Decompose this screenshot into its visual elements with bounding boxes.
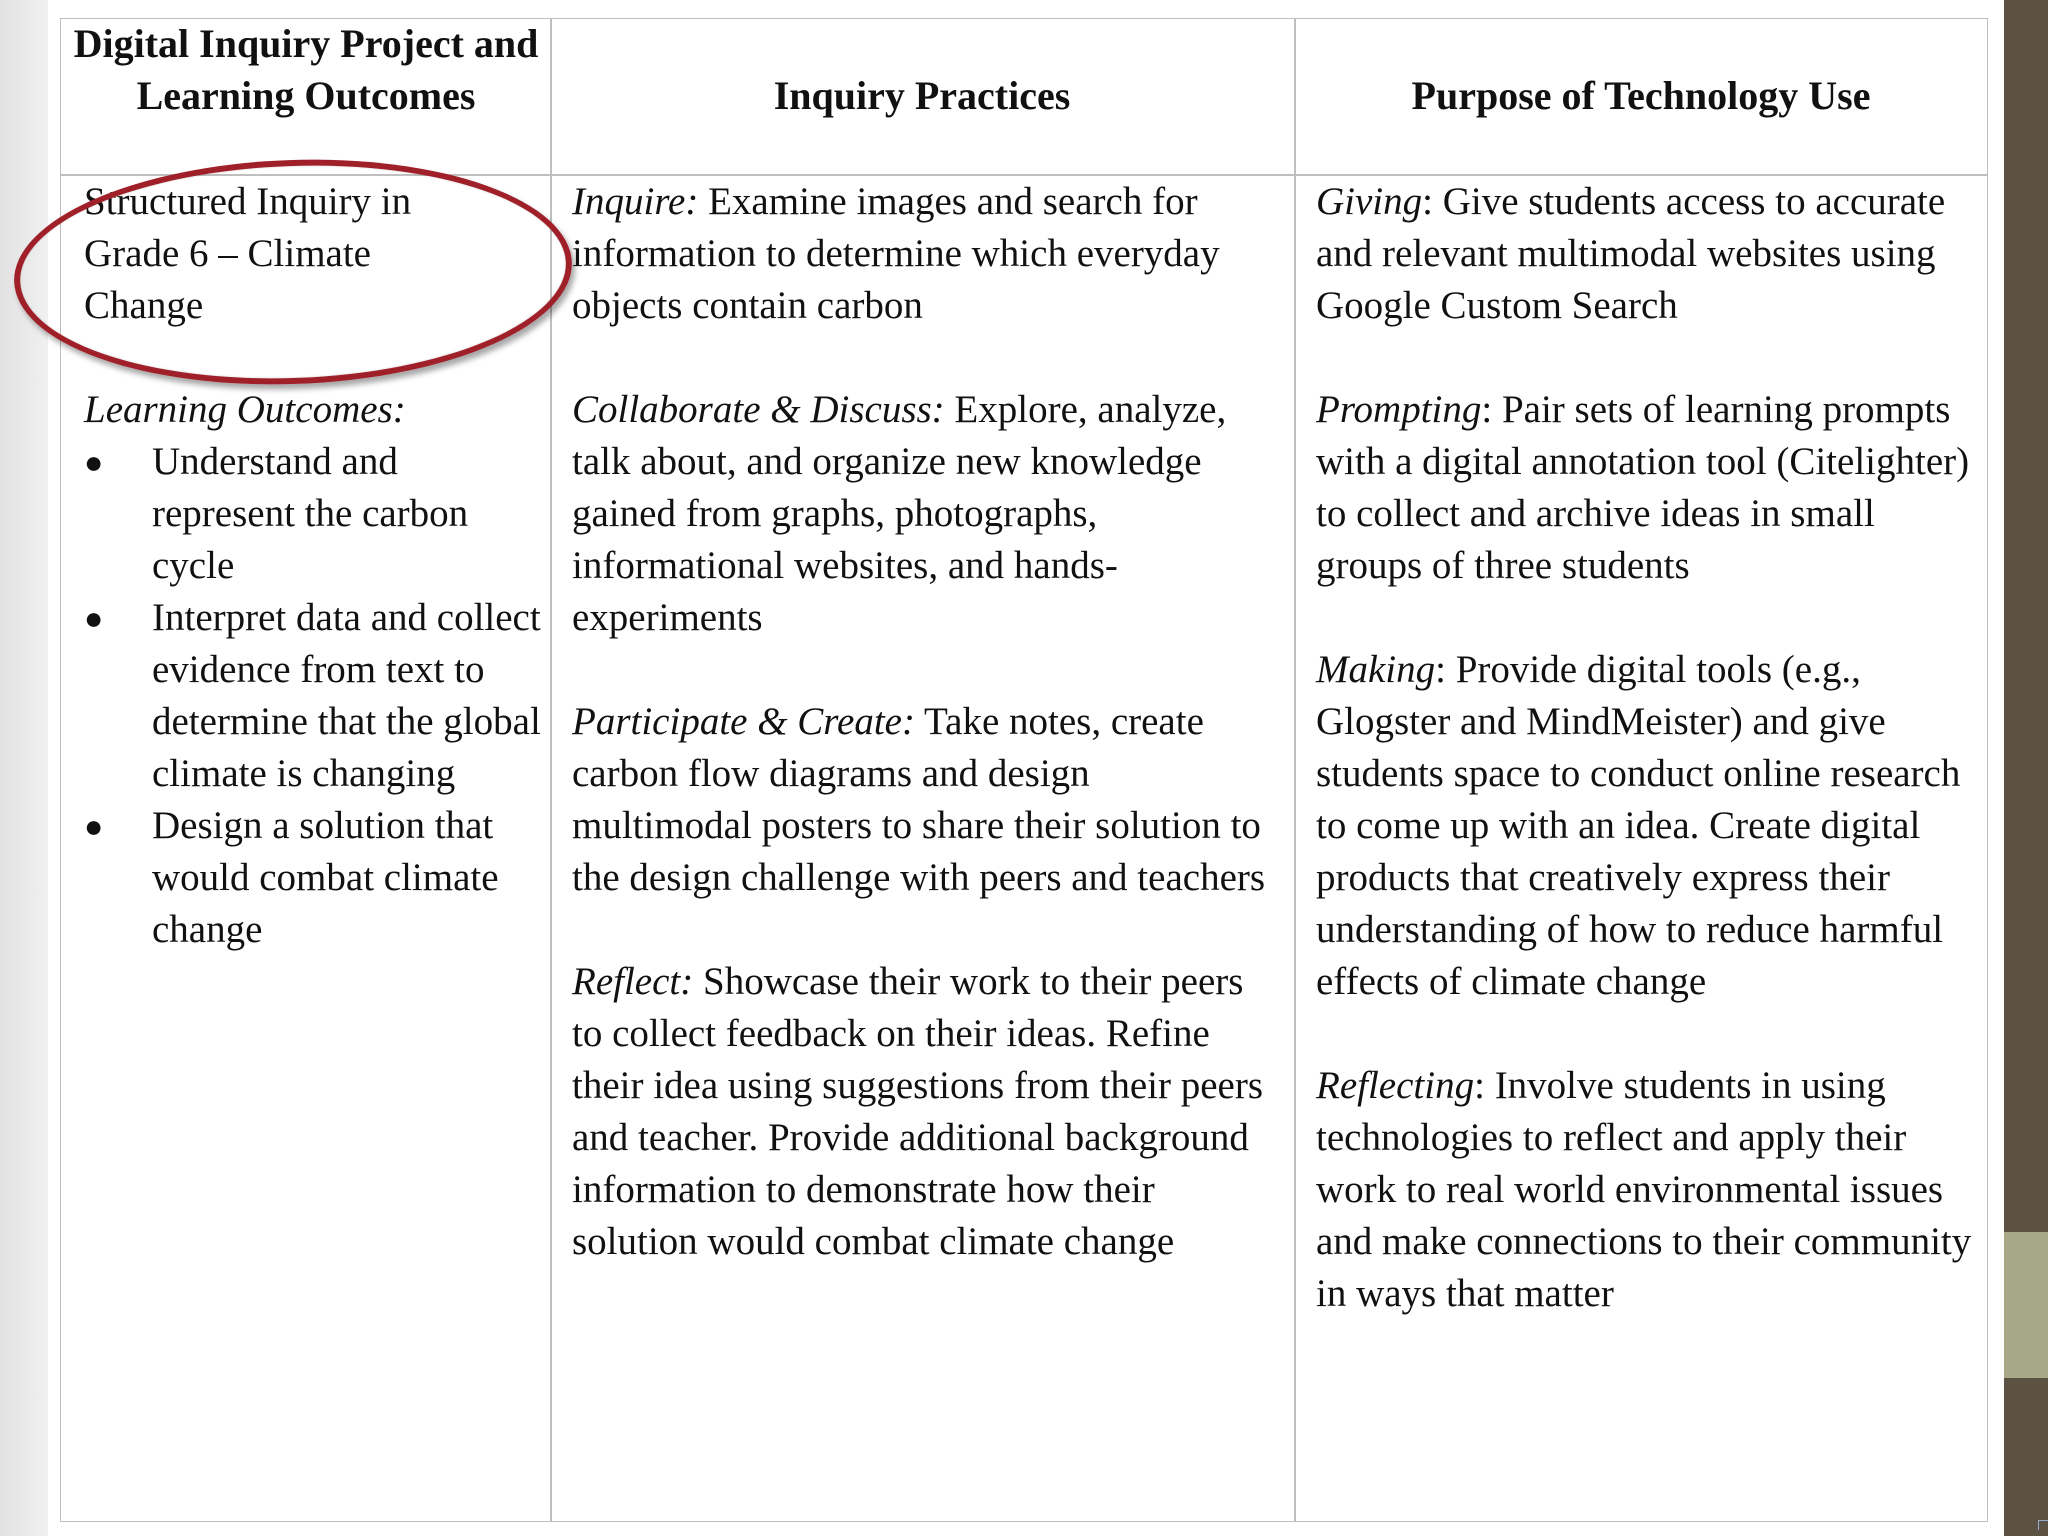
side-bar-top-segment	[2004, 0, 2048, 1232]
side-bar-middle-segment	[2004, 1232, 2048, 1378]
slide-side-accent-bar	[2004, 0, 2048, 1536]
purpose-reflecting: Reflecting: Involve students in using technologies to reflect and apply their work to real world environmental issues and make connections to their community in ways that matter	[1316, 1064, 1972, 1315]
selection-handle	[2038, 1520, 2048, 1530]
column-inquiry-practices	[572, 176, 1278, 1268]
side-bar-bottom-segment	[2004, 1378, 2048, 1536]
practice-participate-create: Participate & Create: Take notes, create carbon flow diagrams and design multimodal posters to share their solution to the design challenge with peers and teachers	[572, 700, 1266, 899]
practice-reflect: Reflect: Showcase their work to their peers to collect feedback on their ideas. Refine their idea using suggestions from their peers and teacher. Provide additional background information to demonstrate how their solution would combat climate change	[572, 960, 1264, 1263]
learning-outcomes-label: Learning Outcomes:	[84, 388, 406, 431]
list-item: ● Design a solution that would combat climate change	[84, 804, 499, 951]
header-project-outcomes: Digital Inquiry Project and Learning Outcomes	[73, 21, 539, 118]
purpose-making: Making: Provide digital tools (e.g., Glogster and MindMeister) and give students space to conduct online research to come up with an idea. Create digital products that creatively express their understanding of how to reduce harmful effects of climate change	[1316, 648, 1961, 1003]
column-technology-purpose	[1316, 176, 1984, 1320]
purpose-giving: Giving: Give students access to accurate and relevant multimodal websites using Google Custom Search	[1316, 180, 1946, 327]
purpose-prompting: Prompting: Pair sets of learning prompts with a digital annotation tool (Citelighter) to collect and archive ideas in small groups of three students	[1316, 388, 1970, 587]
list-item: ● Interpret data and collect evidence from text to determine that the global climate is changing	[84, 596, 541, 795]
practice-collaborate-discuss: Collaborate & Discuss: Explore, analyze, talk about, and organize new knowledge gained from graphs, photographs, informational websites, and hands-experiments	[572, 388, 1227, 639]
project-title: Structured Inquiry in Grade 6 – Climate Change	[84, 180, 412, 327]
table-column-divider	[1294, 18, 1296, 1522]
practice-inquire: Inquire: Examine images and search for information to determine which everyday objects contain carbon	[572, 180, 1220, 327]
header-inquiry-practices: Inquiry Practices	[773, 73, 1071, 118]
header-technology-purpose: Purpose of Technology Use	[1411, 73, 1871, 118]
list-item: ● Understand and represent the carbon cycle	[84, 440, 469, 587]
learning-outcomes-list	[84, 436, 542, 956]
